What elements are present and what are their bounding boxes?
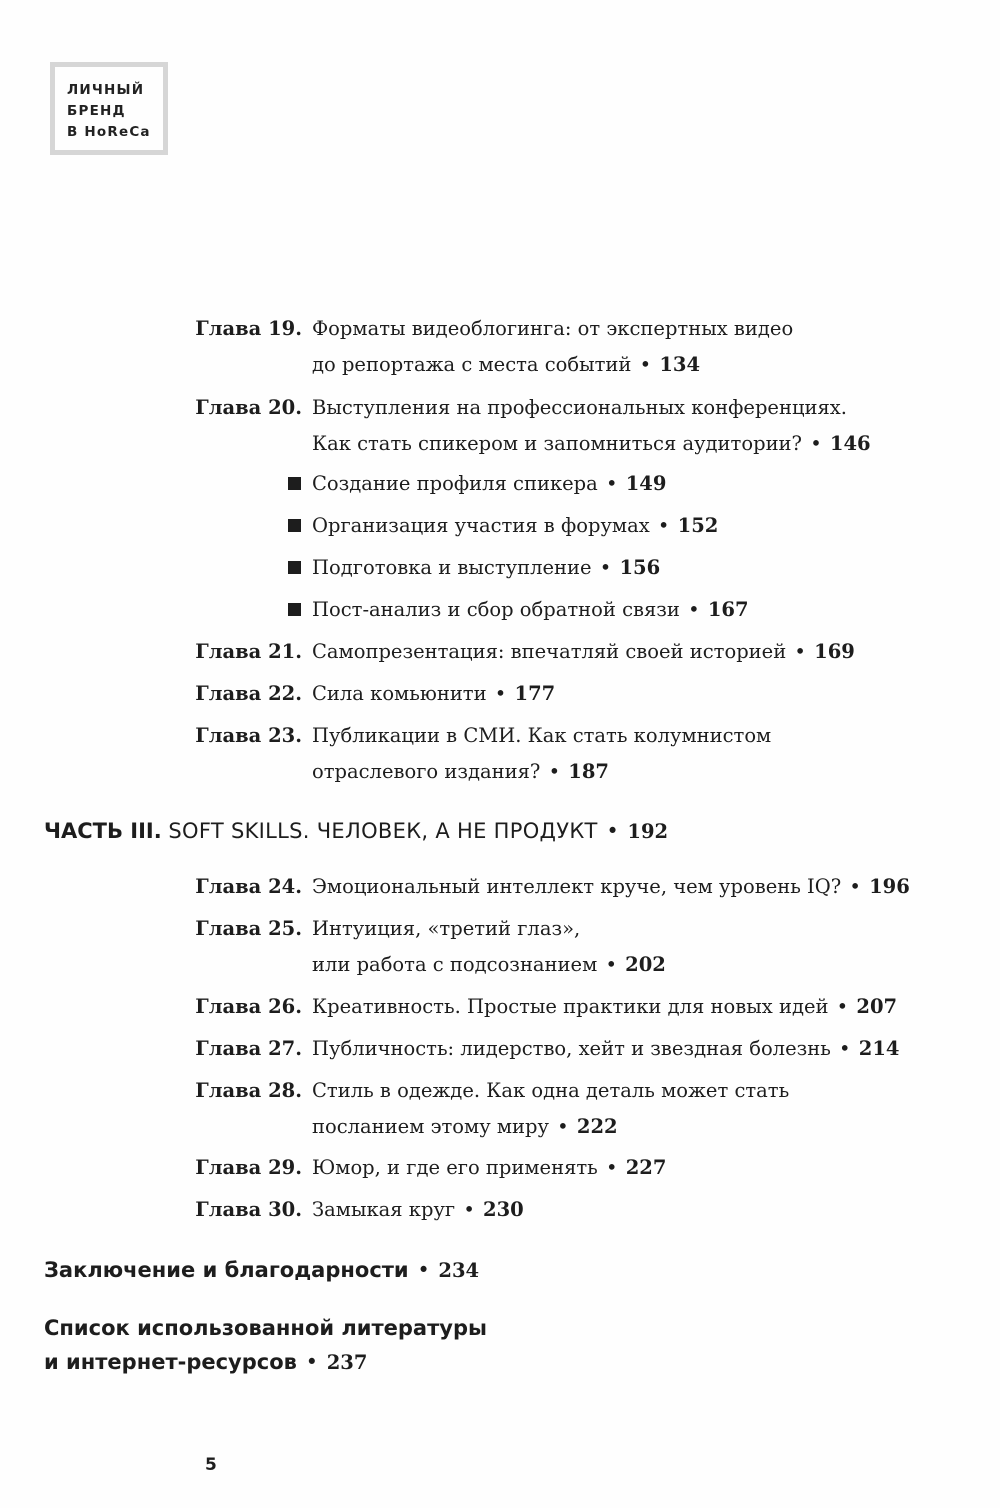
chapter-title (312, 1150, 952, 1186)
page-number: 169 (814, 640, 855, 663)
part-title: SOFT SKILLS. ЧЕЛОВЕК, А НЕ ПРОДУКТ (168, 819, 598, 843)
bullet-separator: • (788, 640, 813, 663)
chapter-title (312, 390, 952, 462)
chapter-title-line: отраслевого издания? (312, 760, 541, 783)
chapter-title (312, 718, 952, 790)
section-title-line: Список использованной литературы (44, 1316, 487, 1340)
chapter-label: Глава 27. (195, 1037, 302, 1060)
toc-conclusion[interactable] (44, 1253, 479, 1288)
chapter-title-line: Выступления на профессиональных конференциях. (312, 396, 847, 419)
toc-part-3[interactable] (44, 813, 668, 850)
chapter-title (312, 311, 952, 383)
chapter-title (312, 1073, 952, 1145)
bullet-separator: • (599, 819, 626, 843)
chapter-title-line: Интуиция, «третий глаз», (312, 917, 581, 940)
chapter-title-line: Форматы видеоблогинга: от экспертных видео (312, 317, 794, 340)
bullet-separator: • (832, 1037, 857, 1060)
chapter-title (312, 676, 952, 712)
bullet-separator: • (681, 598, 706, 621)
bullet-separator: • (804, 432, 828, 455)
chapter-title-line: посланием этому миру (312, 1115, 549, 1138)
bullet-separator: • (593, 556, 618, 579)
chapter-title-line: Стиль в одежде. Как одна деталь может стать (312, 1079, 790, 1102)
series-badge (50, 62, 168, 155)
page-number: 222 (576, 1115, 618, 1138)
square-bullet-icon (288, 561, 301, 574)
page-number: 156 (619, 556, 661, 579)
page-number: 152 (677, 514, 719, 537)
square-bullet-icon (288, 519, 301, 532)
chapter-label: Глава 19. (195, 317, 302, 340)
chapter-label: Глава 22. (195, 682, 302, 705)
bullet-separator: • (550, 1115, 575, 1138)
bullet-separator: • (410, 1258, 437, 1282)
badge-line-1: ЛИЧНЫЙ (67, 82, 145, 98)
section-title-line: и интернет-ресурсов (44, 1350, 297, 1374)
subsection-title: Создание профиля спикера (312, 472, 598, 495)
page-number: 234 (438, 1259, 480, 1282)
section-title: Заключение и благодарности (44, 1258, 409, 1282)
page-number: 214 (858, 1037, 900, 1060)
chapter-label: Глава 20. (195, 396, 302, 419)
square-bullet-icon (288, 603, 301, 616)
chapter-title (312, 869, 952, 905)
chapter-label: Глава 21. (195, 640, 302, 663)
page-number: 202 (625, 953, 666, 976)
part-number: ЧАСТЬ III. (44, 819, 162, 843)
chapter-title-line: Эмоциональный интеллект круче, чем уровень IQ? (312, 875, 842, 898)
page-number: 187 (568, 760, 609, 783)
bullet-separator: • (599, 1156, 624, 1179)
chapter-label: Глава 24. (195, 875, 302, 898)
subsection-title: Организация участия в форумах (312, 514, 650, 537)
chapter-label: Глава 25. (195, 917, 302, 940)
bullet-separator: • (298, 1350, 325, 1374)
bullet-separator: • (830, 995, 855, 1018)
page-number: 207 (856, 995, 898, 1018)
bullet-separator: • (651, 514, 676, 537)
subsection-title: Пост-анализ и сбор обратной связи (312, 598, 680, 621)
page-number: 146 (829, 432, 871, 455)
chapter-title-line: или работа с подсознанием (312, 953, 598, 976)
chapter-title-line: Публичность: лидерство, хейт и звездная болезнь (312, 1037, 831, 1060)
page-number: 227 (625, 1156, 667, 1179)
chapter-title (312, 989, 952, 1025)
chapter-title (312, 1192, 952, 1228)
subsection-title: Подготовка и выступление (312, 556, 592, 579)
page-number: 149 (625, 472, 667, 495)
bullet-separator: • (599, 472, 624, 495)
chapter-title-line: Публикации в СМИ. Как стать колумнистом (312, 724, 772, 747)
bullet-separator: • (633, 353, 658, 376)
bullet-separator: • (542, 760, 567, 783)
page-number: 167 (707, 598, 749, 621)
chapter-title (312, 1031, 952, 1067)
bullet-separator: • (488, 682, 513, 705)
page-number: 237 (326, 1351, 368, 1374)
chapter-title-line: Как стать спикером и запомниться аудитории? (312, 432, 803, 455)
chapter-title-line: до репортажа с места событий (312, 353, 632, 376)
page-number: 177 (514, 682, 556, 705)
folio-page-number: 5 (205, 1455, 217, 1475)
chapter-title-line: Замыкая круг (312, 1198, 456, 1221)
chapter-label: Глава 23. (195, 724, 302, 747)
page-number: 230 (483, 1198, 524, 1221)
chapter-label: Глава 29. (195, 1156, 302, 1179)
chapter-title (312, 634, 952, 670)
chapter-label: Глава 30. (195, 1198, 302, 1221)
badge-line-2: БРЕНД (67, 103, 126, 119)
square-bullet-icon (288, 477, 301, 490)
page-number: 192 (627, 820, 669, 843)
chapter-title-line: Сила комьюнити (312, 682, 487, 705)
toc-references[interactable] (44, 1311, 487, 1380)
chapter-title-line: Креативность. Простые практики для новых идей (312, 995, 829, 1018)
bullet-separator: • (843, 875, 868, 898)
chapter-label: Глава 26. (195, 995, 302, 1018)
bullet-separator: • (457, 1198, 482, 1221)
chapter-title-line: Самопрезентация: впечатляй своей историей (312, 640, 787, 663)
badge-line-3: В HoReCa (67, 124, 151, 140)
chapter-label: Глава 28. (195, 1079, 302, 1102)
chapter-title-line: Юмор, и где его применять (312, 1156, 598, 1179)
page-number: 134 (659, 353, 701, 376)
page-number: 196 (869, 875, 910, 898)
chapter-title (312, 911, 952, 983)
bullet-separator: • (599, 953, 624, 976)
